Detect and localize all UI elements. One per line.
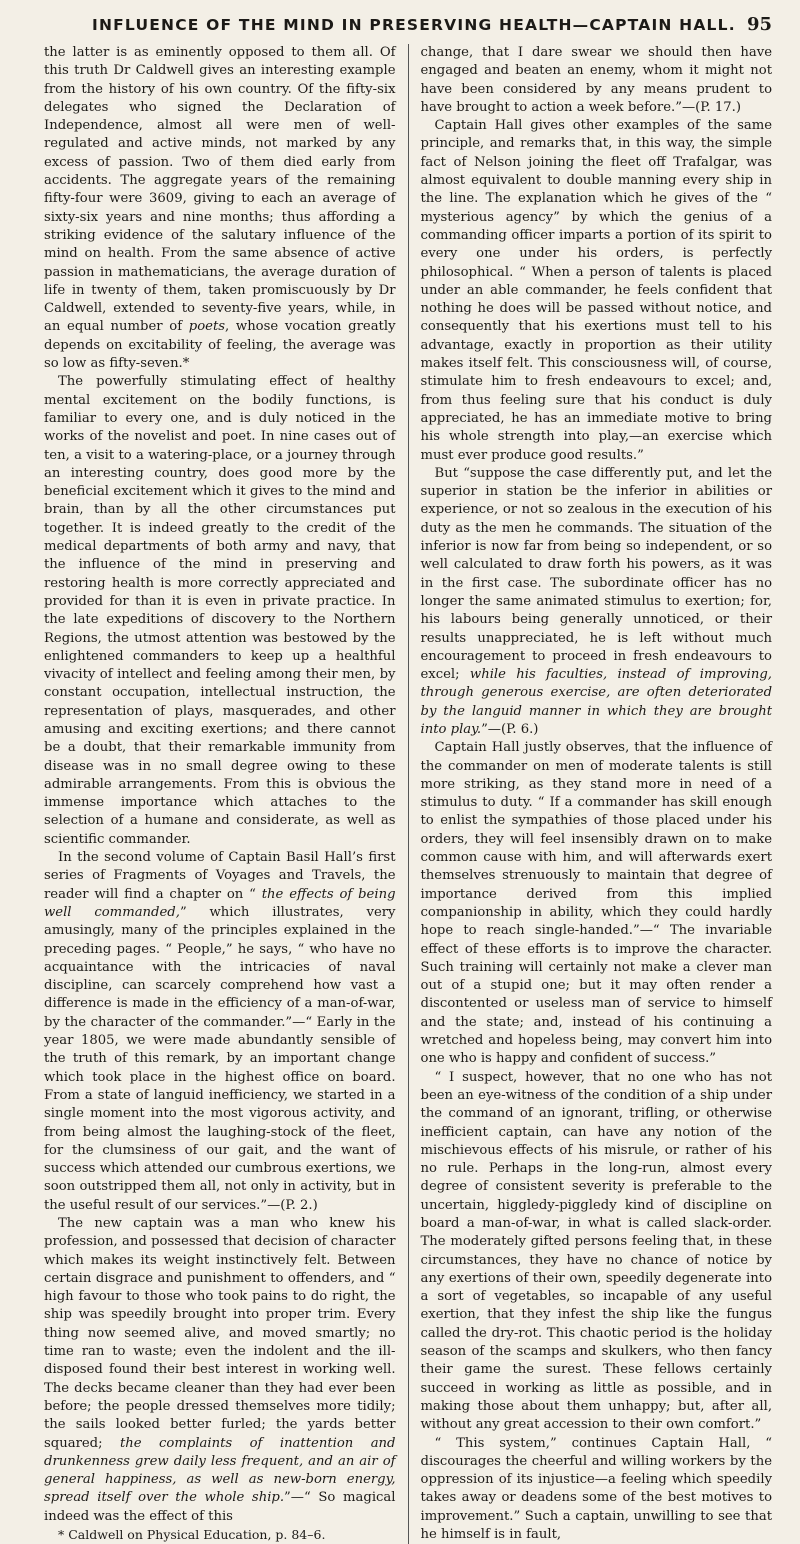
paragraph: The new captain was a man who knew his profession, and possessed that decision of character which makes its weight instinctively felt. Between certain disgrace and punishment to offenders, and “ high favour to those who took pains to do right, the ship was speedily brought into proper trim. Every thing now seemed alive, and moved smartly; no time ran to waste; even the indolent and the ill-disposed found their best interest in working well. The decks became cleaner than they had ever been before; the people dressed themselves more tidily; the sails looked better furled; the yards better squared; the complaints of inattention and drunkenness grew daily less frequent, and an air of general happiness, as well as new-born energy, spread itself over the whole ship.”—“ So magical indeed was the effect of this [44, 1216, 396, 1524]
running-title: INFLUENCE OF THE MIND IN PRESERVING HEALTH—CAPTAIN HALL. [92, 16, 736, 34]
text-columns [44, 44, 772, 1544]
running-header [44, 14, 772, 42]
paragraph: “ This system,” continues Captain Hall, “ discourages the cheerful and willing workers by the oppression of its injustice—a feeling which speedily takes away or deadens some of the best motives to improvement.” Such a captain, unwilling to see that he himself is in fault, [420, 1435, 773, 1543]
paragraph: the latter is as eminently opposed to them all. Of this truth Dr Caldwell gives an interesting example from the history of his own country. Of the fifty-six delegates who signed the Declaration of Independence, almost all were men of well-regulated and active minds, not marked by any excess of passion. Two of them died early from accidents. The aggregate years of the remaining fifty-four were 3609, giving to each an average of sixty-six years and nine months; thus affording a striking evidence of the salutary influence of the mind on health. From the same absence of active passion in mathematicians, the average duration of life in twenty of them, taken promiscuously by Dr Caldwell, extended to seventy-five years, while, in an equal number of poets, whose vocation greatly depends on excitability of feeling, the average was so low as fifty-seven.* [44, 45, 396, 372]
paragraph: Captain Hall gives other examples of the same principle, and remarks that, in this way, the simple fact of Nelson joining the fleet off Trafalgar, was almost equivalent to double manning every ship in the line. The explanation which he gives of the “ mysterious agency” by which the genius of a commanding officer imparts a portion of its spirit to every one under his orders, is perfectly philosophical. “ When a person of talents is placed under an able commander, he feels confident that nothing he does will be passed without notice, and consequently that his exertions must tell to his advantage, exactly in proportion as their utility makes itself felt. This consciousness will, of course, stimulate him to fresh endeavours to excel; and, from thus feeling sure that his conduct is duly appreciated, he has an immediate motive to bring his whole strength into play,—an exercise which must ever produce good results.” [420, 118, 773, 463]
paragraph: Captain Hall justly observes, that the influence of the commander on men of moderate talents is still more striking, as they stand more in need of a stimulus to duty. “ If a commander has skill enough to enlist the sympathies of those placed under his orders, they will feel insensibly drawn on to make common cause with him, and will afterwards exert themselves strenuously to maintain that degree of importance derived from this implied companionship in ability, which they could hardly hope to reach single-handed.”—“ The invariable effect of these efforts is to improve the character. Such training will certainly not make a clever man out of a stupid one; but it may often render a discontented or useless man of service to himself and the state; and, instead of his continuing a wretched and hopeless being, may convert him into one who is happy and confident of success.” [420, 740, 773, 1067]
right-column [421, 44, 773, 1544]
paragraph: change, that I dare swear we should then have engaged and beaten an enemy, whom it might not have been considered by any means prudent to have brought to action a week before.”—(P. 17.) [420, 45, 773, 115]
paragraph: “ I suspect, however, that no one who has not been an eye-witness of the condition of a ship under the command of an ignorant, trifling, or otherwise inefficient captain, can have any notion of the mischievous effects of his misrule, or rather of his no rule. Perhaps in the long-run, almost every degree of consistent severity is preferable to the uncertain, higgledy-piggledy kind of discipline on board a man-of-war, in what is called slack-order. The moderately gifted persons feeling that, in these circumstances, they have no chance of notice by any exertions of their own, speedily degenerate into a sort of vegetables, so incapable of any useful exertion, that they infest the ship like the fungus called the dry-rot. This chaotic period is the holiday season of the scamps and skulkers, who then fancy their game the surest. These fellows certainly succeed in working as little as possible, and in making those about them unhappy; but, after all, without any great accession to their own comfort.” [420, 1069, 773, 1433]
footnote: * Caldwell on Physical Education, p. 84–6. [58, 1527, 326, 1543]
page-number: 95 [746, 14, 772, 35]
left-column [44, 44, 396, 1544]
column-divider [408, 44, 409, 1544]
paragraph: The powerfully stimulating effect of healthy mental excitement on the bodily functions, is familiar to every one, and is duly noticed in the works of the novelist and poet. In nine cases out of ten, a visit to a watering-place, or a journey through an interesting country, does good more by the beneficial excitement which it gives to the mind and brain, than by all the other circumstances put together. It is indeed greatly to the credit of the medical departments of both army and navy, that the influence of the mind in preserving and restoring health is more correctly appreciated and provided for than it is even in private practice. In the late expeditions of discovery to the Northern Regions, the utmost attention was bestowed by the enlightened commanders to keep up a healthful vivacity of intellect and feeling among their men, by constant occupation, intellectual instruction, the representation of plays, masquerades, and other amusing and exciting exertions; and there cannot be a doubt, that their remarkable immunity from disease was in no small degree owing to these admirable arrangements. From this is obvious the immense importance which attaches to the selection of a humane and considerate, as well as scientific commander. [44, 374, 396, 847]
paragraph: But “suppose the case differently put, and let the superior in station be the inferior in abilities or experience, or not so zealous in the execution of his duty as the men he commands. The situation of the inferior is now far from being so independent, or so well calculated to draw forth his powers, as it was in the first case. The subordinate officer has no longer the same animated stimulus to exertion; for, his labours being generally unnoticed, or their results unappreciated, he is left without much encouragement to proceed in fresh endeavours to excel; while his faculties, instead of improving, through generous exercise, are often deteriorated by the languid manner in which they are brought into play.”—(P. 6.) [420, 465, 773, 737]
paragraph: In the second volume of Captain Basil Hall’s first series of Fragments of Voyages and Travels, the reader will find a chapter on “ the effects of being well commanded,” which illustrates, very amusingly, many of the principles explained in the preceding pages. “ People,” he says, “ who have no acquaintance with the intricacies of naval discipline, can scarcely comprehend how vast a difference is made in the efficiency of a man-of-war, by the character of the commander.”—“ Early in the year 1805, we were made abundantly sensible of the truth of this remark, by an important change which took place in the highest office on board. From a state of languid inefficiency, we started in a single moment into the most vigorous activity, and from being almost the laughing-stock of the fleet, for the clumsiness of our gait, and the want of success which attended our cumbrous exertions, we soon outstripped them all, not only in activity, but in the useful result of our services.”—(P. 2.) [44, 850, 396, 1213]
